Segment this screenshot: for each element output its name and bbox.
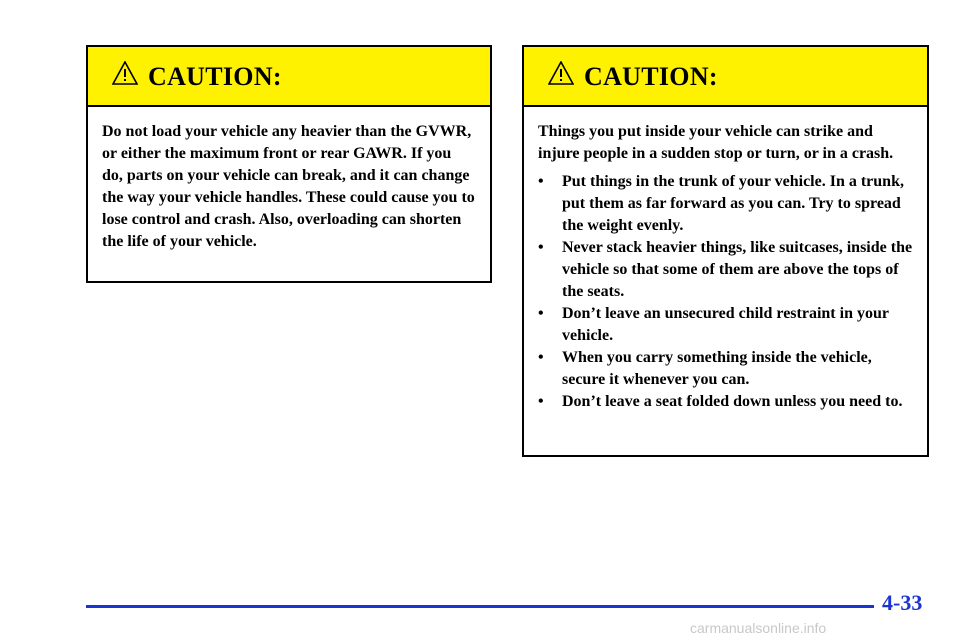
list-item (538, 171, 913, 237)
caution-body (88, 107, 490, 253)
list-item-text: Don’t leave a seat folded down unless you need to. (562, 393, 903, 410)
bullet-icon: • (538, 349, 544, 366)
watermark: carmanualsonline.info (690, 620, 827, 636)
footer-rule (86, 605, 874, 608)
caution-header (88, 47, 490, 107)
list-item-text: When you carry something inside the vehicle, secure it whenever you can. (562, 349, 872, 388)
warning-triangle-icon (112, 61, 138, 85)
bullet-icon: • (538, 239, 544, 256)
caution-text: Do not load your vehicle any heavier than the GVWR, or either the maximum front or rear GAWR. If you do, parts on your vehicle can break, and it can change the way your vehicle handles. These could cause you to lose control and crash. Also, overloading can shorten the life of your vehicle. (102, 123, 475, 250)
caution-body (524, 107, 927, 413)
list-item-text: Don’t leave an unsecured child restraint in your vehicle. (562, 305, 889, 344)
caution-box-left (86, 45, 492, 283)
warning-triangle-icon (548, 61, 574, 85)
caution-intro: Things you put inside your vehicle can strike and injure people in a sudden stop or turn, or in a crash. (538, 123, 894, 162)
list-item (538, 391, 913, 413)
bullet-icon: • (538, 305, 544, 322)
caution-title: CAUTION: (148, 62, 282, 91)
list-item (538, 237, 913, 303)
list-item (538, 347, 913, 391)
page-number: 4-33 (882, 590, 923, 615)
caution-bullet-list (538, 171, 913, 413)
bullet-icon: • (538, 173, 544, 190)
caution-box-right (522, 45, 929, 457)
list-item-text: Never stack heavier things, like suitcases, inside the vehicle so that some of them are above the tops of the seats. (562, 239, 913, 300)
list-item (538, 303, 913, 347)
list-item-text: Put things in the trunk of your vehicle. In a trunk, put them as far forward as you can. Try to spread the weight evenly. (562, 173, 904, 234)
bullet-icon: • (538, 393, 544, 410)
caution-title: CAUTION: (584, 62, 718, 91)
caution-header (524, 47, 927, 107)
